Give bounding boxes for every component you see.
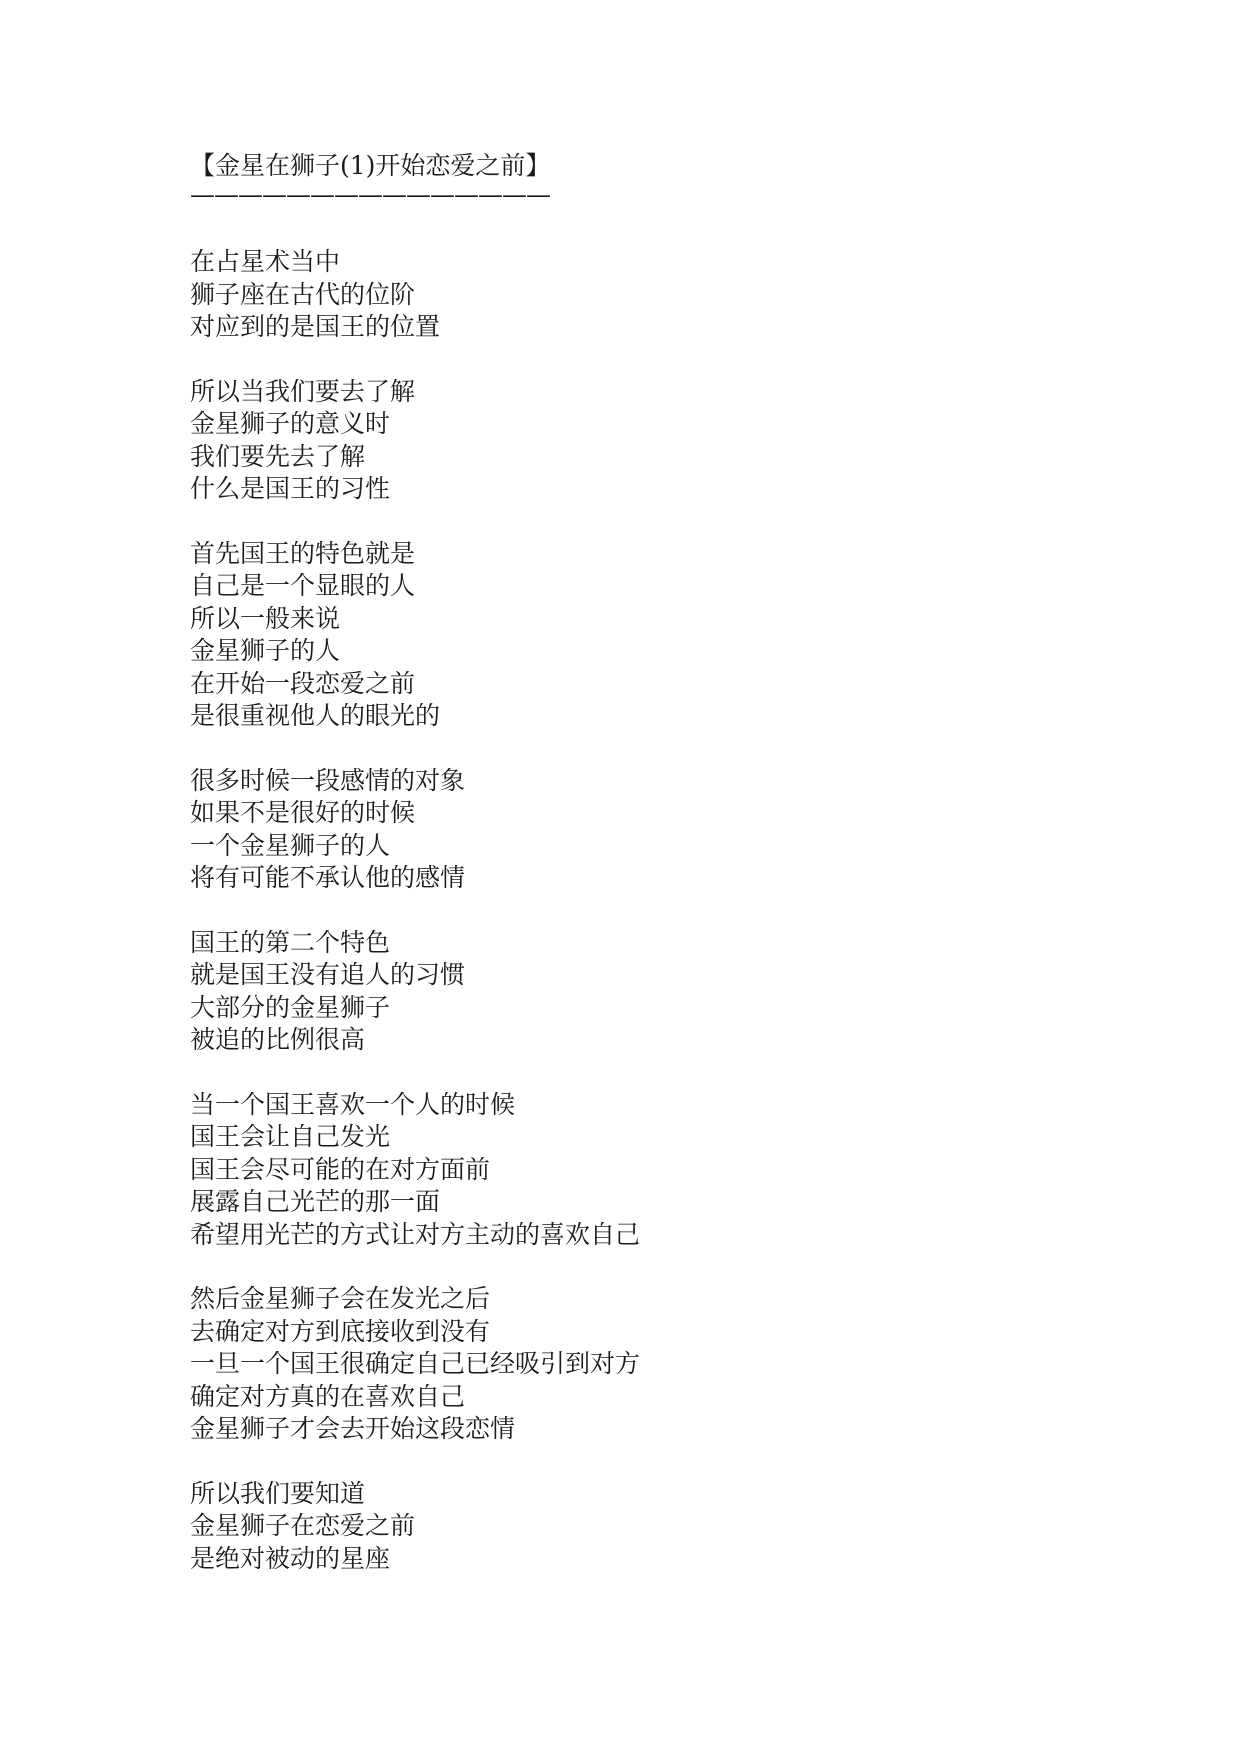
document-body xyxy=(190,246,1090,1575)
text-line: 展露自己光芒的那一面 xyxy=(190,1187,441,1216)
text-line: 金星狮子在恋爱之前 xyxy=(190,1511,416,1540)
paragraph xyxy=(190,538,1090,733)
text-line: 确定对方真的在喜欢自己 xyxy=(190,1381,466,1411)
text-line: 一个金星狮子的人 xyxy=(190,830,391,860)
text-line: 金星狮子的人 xyxy=(190,636,341,665)
text-line: 很多时候一段感情的对象 xyxy=(190,765,466,795)
paragraph xyxy=(190,765,1090,895)
text-line: 在开始一段恋爱之前 xyxy=(190,668,416,698)
text-line: 当一个国王喜欢一个人的时候 xyxy=(190,1089,516,1119)
text-line: 是很重视他人的眼光的 xyxy=(190,701,441,730)
text-line: 然后金星狮子会在发光之后 xyxy=(190,1284,491,1313)
text-line: 如果不是很好的时候 xyxy=(190,798,416,827)
paragraph xyxy=(190,1283,1090,1446)
text-line: 首先国王的特色就是 xyxy=(190,538,416,568)
text-line: 国王会尽可能的在对方面前 xyxy=(190,1154,491,1184)
text-line: 国王的第二个特色 xyxy=(190,927,391,957)
text-line: 在占星术当中 xyxy=(190,247,341,276)
paragraph xyxy=(190,246,1090,344)
paragraph xyxy=(190,1478,1090,1576)
document-page xyxy=(190,150,1090,1607)
text-line: 所以当我们要去了解 xyxy=(190,376,416,406)
text-line: 金星狮子的意义时 xyxy=(190,409,391,438)
text-line: 将有可能不承认他的感情 xyxy=(190,863,466,892)
text-line: 所以我们要知道 xyxy=(190,1478,366,1508)
text-line: 大部分的金星狮子 xyxy=(190,992,391,1022)
text-line: 我们要先去了解 xyxy=(190,441,366,471)
text-line: 一旦一个国王很确定自己已经吸引到对方 xyxy=(190,1349,641,1378)
paragraph xyxy=(190,376,1090,506)
text-line: 狮子座在古代的位阶 xyxy=(190,279,416,309)
text-line: 所以一般来说 xyxy=(190,603,341,633)
text-line: 是绝对被动的星座 xyxy=(190,1543,391,1573)
paragraph xyxy=(190,927,1090,1057)
text-line: 自己是一个显眼的人 xyxy=(190,571,416,600)
text-line: 对应到的是国王的位置 xyxy=(190,312,441,341)
document-title: 【金星在狮子(1)开始恋爱之前】 xyxy=(190,151,551,180)
text-line: 什么是国王的习性 xyxy=(190,474,391,503)
text-line: 就是国王没有追人的习惯 xyxy=(190,960,466,989)
title-divider: ——————————————— xyxy=(190,180,550,209)
text-line: 去确定对方到底接收到没有 xyxy=(190,1316,491,1346)
text-line: 金星狮子才会去开始这段恋情 xyxy=(190,1414,516,1443)
paragraph xyxy=(190,1089,1090,1252)
text-line: 被追的比例很高 xyxy=(190,1025,366,1054)
text-line: 国王会让自己发光 xyxy=(190,1122,391,1151)
text-line: 希望用光芒的方式让对方主动的喜欢自己 xyxy=(190,1219,641,1249)
